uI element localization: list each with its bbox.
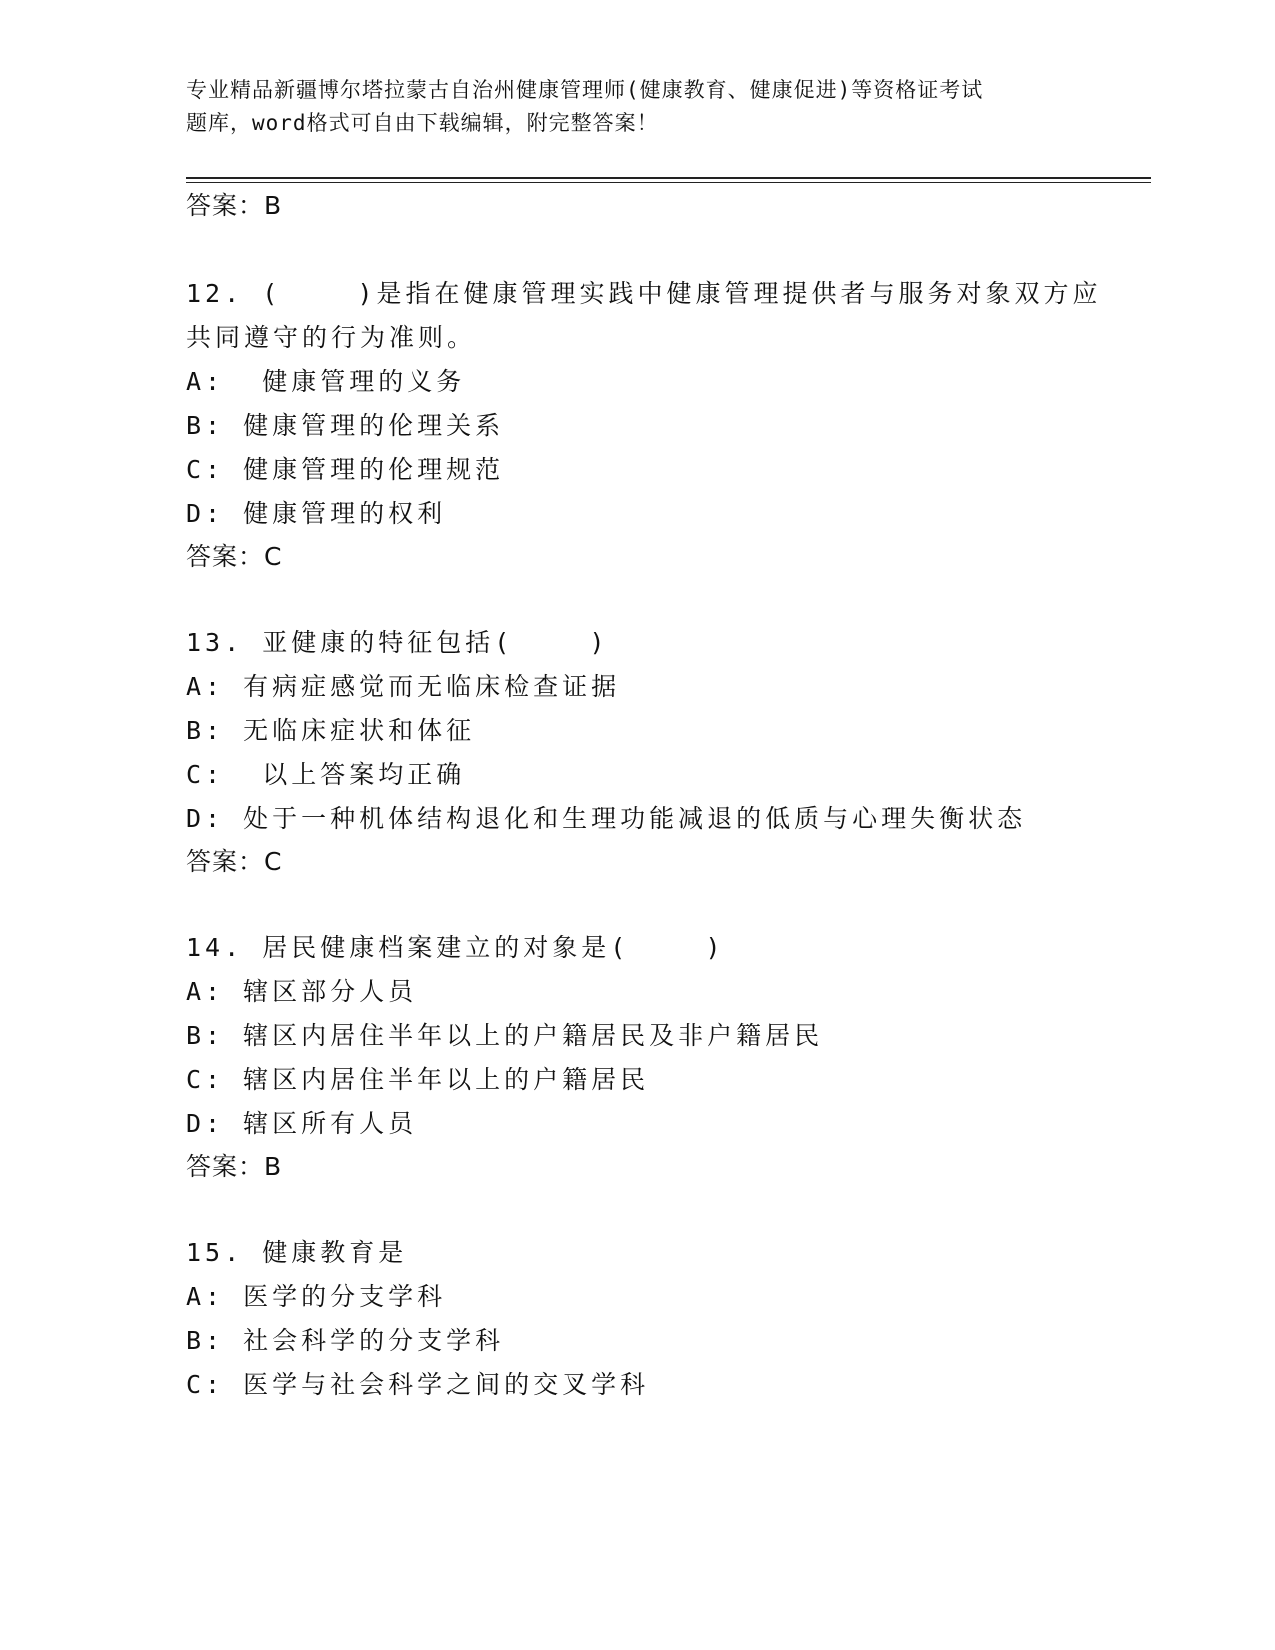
question-13-option-b: B: 无临床症状和体征: [186, 716, 476, 745]
question-15-option-b: B: 社会科学的分支学科: [186, 1326, 505, 1355]
question-15-stem: 15. 健康教育是: [186, 1238, 408, 1267]
question-12-option-b: B: 健康管理的伦理关系: [186, 411, 505, 440]
document-header: [186, 74, 1086, 140]
question-12-answer: 答案：C: [186, 542, 283, 571]
question-15-option-a: A: 医学的分支学科: [186, 1282, 447, 1311]
question-14-option-d: D: 辖区所有人员: [186, 1109, 418, 1138]
header-divider-thin: [186, 182, 1151, 183]
question-14-option-a: A: 辖区部分人员: [186, 977, 418, 1006]
previous-answer: 答案：B: [186, 191, 283, 220]
question-12-option-c: C: 健康管理的伦理规范: [186, 455, 505, 484]
header-line-1: 专业精品新疆博尔塔拉蒙古自治州健康管理师(健康教育、健康促进)等资格证考试: [186, 78, 984, 102]
question-12-option-d: D: 健康管理的权利: [186, 499, 447, 528]
question-15-option-c: C: 医学与社会科学之间的交叉学科: [186, 1370, 650, 1399]
question-14-option-c: C: 辖区内居住半年以上的户籍居民: [186, 1065, 650, 1094]
question-13-option-a: A: 有病症感觉而无临床检查证据: [186, 672, 621, 701]
question-12-stem-line-2: 共同遵守的行为准则。: [186, 323, 477, 352]
question-14-answer: 答案：B: [186, 1152, 283, 1181]
question-13-stem: 13. 亚健康的特征包括( ): [186, 628, 609, 657]
question-14-stem: 14. 居民健康档案建立的对象是( ): [186, 933, 725, 962]
header-divider-thick: [186, 177, 1151, 179]
header-line-2: 题库，word格式可自由下载编辑，附完整答案！: [186, 111, 659, 135]
question-13-option-d: D: 处于一种机体结构退化和生理功能减退的低质与心理失衡状态: [186, 804, 1027, 833]
question-12-option-a: A: 健康管理的义务: [186, 367, 466, 396]
question-13-option-c: C: 以上答案均正确: [186, 760, 466, 789]
question-13-answer: 答案：C: [186, 847, 283, 876]
question-14-option-b: B: 辖区内居住半年以上的户籍居民及非户籍居民: [186, 1021, 824, 1050]
question-12-stem-line-1: 12. ( )是指在健康管理实践中健康管理提供者与服务对象双方应: [186, 279, 1102, 308]
